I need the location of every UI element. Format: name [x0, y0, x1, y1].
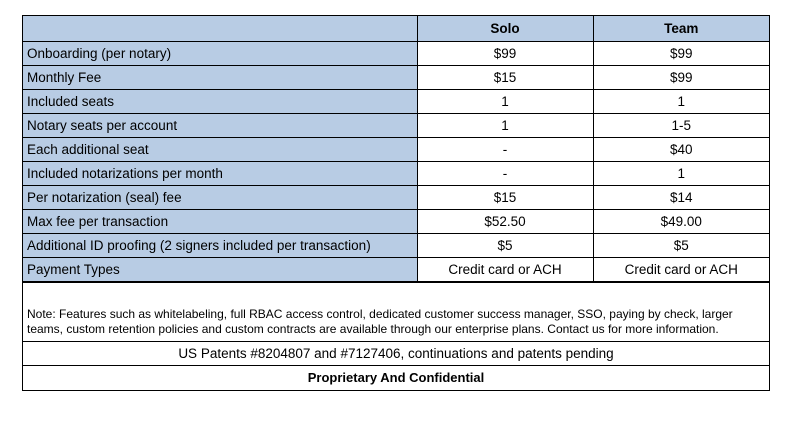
team-value: $99 [593, 66, 769, 90]
table-row [23, 114, 769, 138]
solo-value: Credit card or ACH [417, 258, 593, 282]
header-feature [23, 16, 417, 42]
table-row [23, 258, 769, 282]
feature-label: Included seats [23, 90, 417, 114]
solo-value: - [417, 138, 593, 162]
header-solo: Solo [417, 16, 593, 42]
team-value: $14 [593, 186, 769, 210]
pricing-table [23, 16, 769, 282]
solo-value: $52.50 [417, 210, 593, 234]
patents-line: US Patents #8204807 and #7127406, continuations and patents pending [23, 341, 769, 365]
solo-value: $15 [417, 66, 593, 90]
solo-value: - [417, 162, 593, 186]
table-row [23, 66, 769, 90]
team-value: $40 [593, 138, 769, 162]
feature-label: Onboarding (per notary) [23, 42, 417, 66]
table-row [23, 186, 769, 210]
table-row [23, 42, 769, 66]
table-row [23, 90, 769, 114]
feature-label: Max fee per transaction [23, 210, 417, 234]
team-value: Credit card or ACH [593, 258, 769, 282]
table-row [23, 138, 769, 162]
table-row [23, 210, 769, 234]
solo-value: $15 [417, 186, 593, 210]
solo-value: $99 [417, 42, 593, 66]
blank-row [23, 282, 769, 303]
enterprise-note: Note: Features such as whitelabeling, full RBAC access control, dedicated customer success manager, SSO, paying by check, larger teams, custom retention policies and custom contracts are available through our enterprise plans. Contact us for more information. [27, 307, 733, 336]
team-value: $99 [593, 42, 769, 66]
feature-label: Additional ID proofing (2 signers included per transaction) [23, 234, 417, 258]
feature-label: Monthly Fee [23, 66, 417, 90]
team-value: 1-5 [593, 114, 769, 138]
team-value: 1 [593, 162, 769, 186]
confidential-footer: Proprietary And Confidential [23, 365, 769, 390]
solo-value: $5 [417, 234, 593, 258]
team-value: $49.00 [593, 210, 769, 234]
pricing-sheet [22, 15, 770, 391]
header-team: Team [593, 16, 769, 42]
team-value: $5 [593, 234, 769, 258]
table-row [23, 162, 769, 186]
feature-label: Included notarizations per month [23, 162, 417, 186]
solo-value: 1 [417, 114, 593, 138]
solo-value: 1 [417, 90, 593, 114]
header-row [23, 16, 769, 42]
feature-label: Payment Types [23, 258, 417, 282]
table-row [23, 234, 769, 258]
feature-label: Each additional seat [23, 138, 417, 162]
feature-label: Notary seats per account [23, 114, 417, 138]
team-value: 1 [593, 90, 769, 114]
feature-label: Per notarization (seal) fee [23, 186, 417, 210]
